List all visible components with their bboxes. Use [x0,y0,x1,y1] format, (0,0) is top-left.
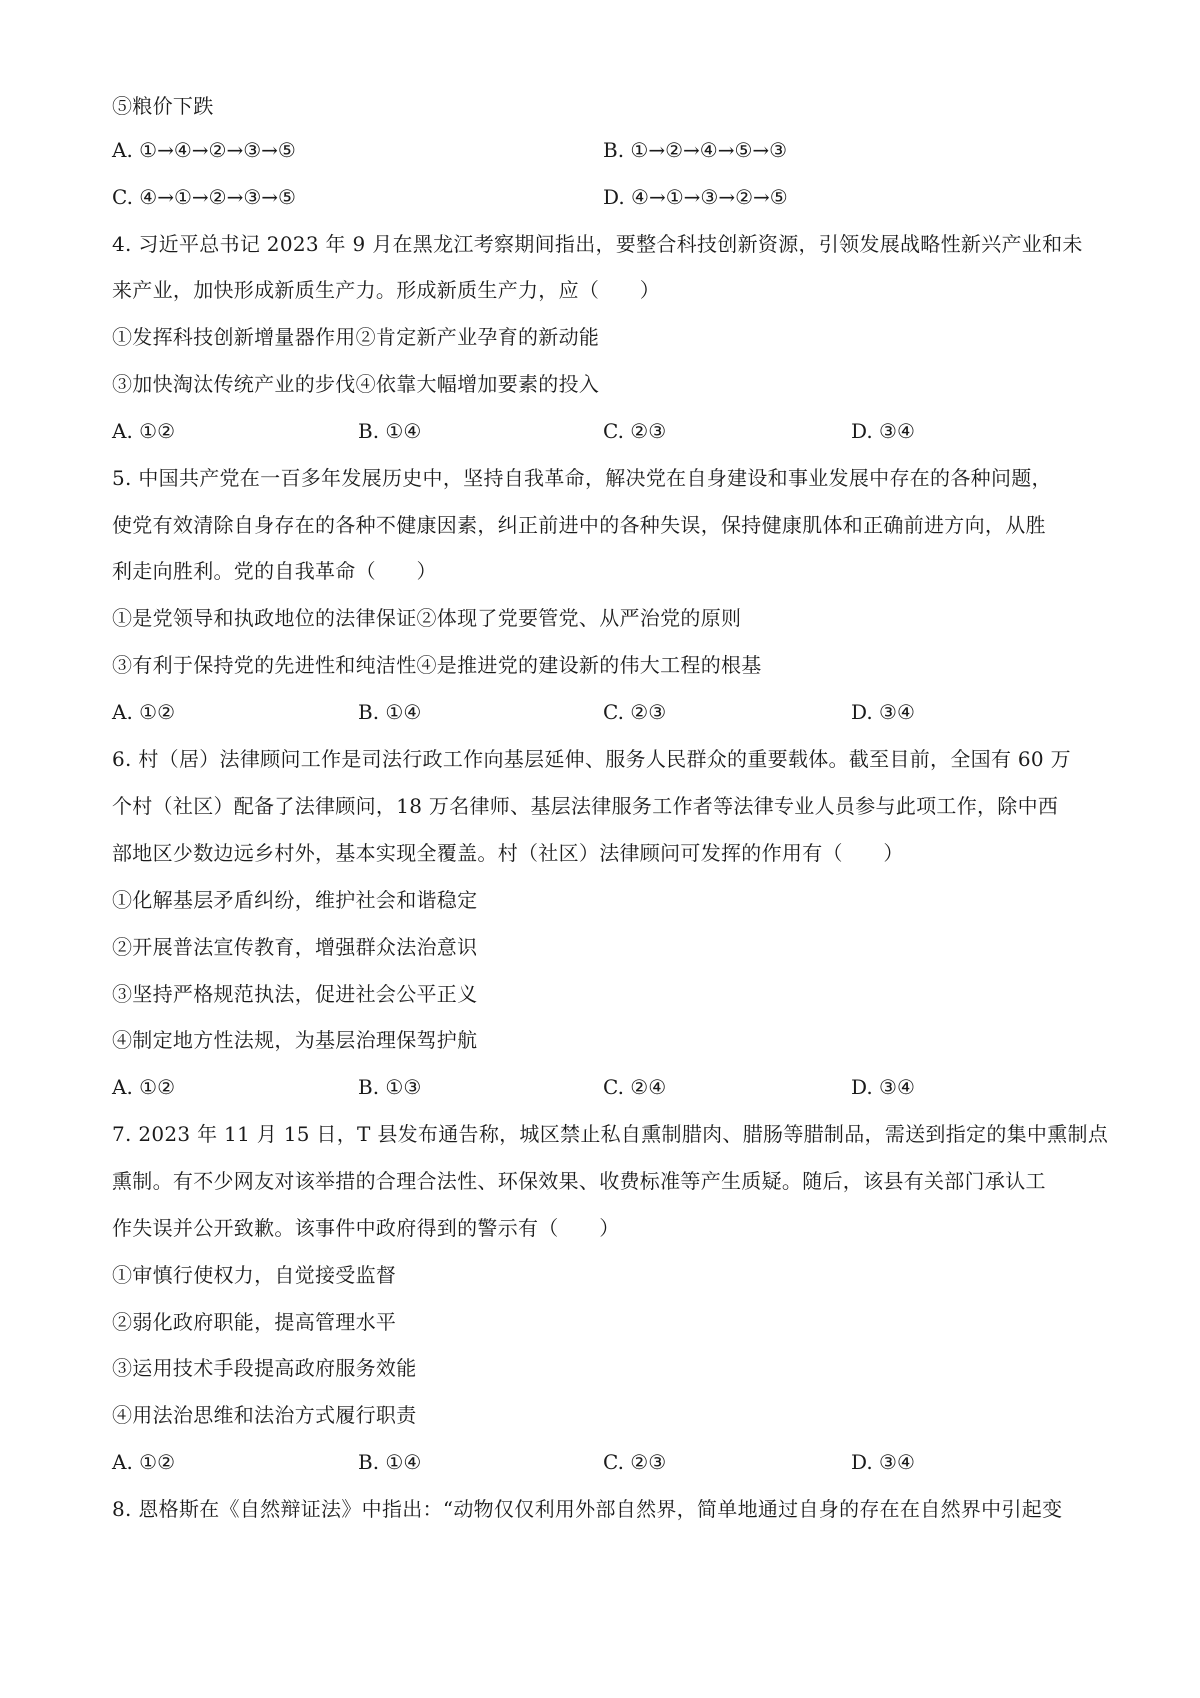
q7-option-d: D. ③④ [851,1450,915,1474]
q5-stem-line-1: 5. 中国共产党在一百多年发展历史中，坚持自我革命，解决党在自身建设和事业发展中存在的各种问题， [112,466,1052,490]
q7-item-1: ①审慎行使权力，自觉接受监督 [112,1263,397,1287]
q6-item-3: ③坚持严格规范执法，促进社会公平正义 [112,982,478,1006]
q6-option-a: A. ①② [112,1075,176,1099]
q3-option-d: D. ④→①→③→②→⑤ [603,185,788,209]
q6-option-c: C. ②④ [603,1075,667,1099]
q5-stem-line-3: 利走向胜利。党的自我革命（ ） [112,559,437,583]
q4-option-a: A. ①② [112,419,176,443]
q7-option-a: A. ①② [112,1450,176,1474]
q7-option-b: B. ①④ [358,1450,422,1474]
q6-item-4: ④制定地方性法规，为基层治理保驾护航 [112,1028,478,1052]
q4-option-d: D. ③④ [851,419,915,443]
q7-stem-line-3: 作失误并公开致歉。该事件中政府得到的警示有（ ） [112,1216,620,1240]
q3-option-a: A. ①→④→②→③→⑤ [112,138,296,162]
q5-option-b: B. ①④ [358,700,422,724]
q4-items-2: ③加快淘汰传统产业的步伐④依靠大幅增加要素的投入 [112,372,600,396]
q3-option-b: B. ①→②→④→⑤→③ [603,138,788,162]
q6-stem-line-3: 部地区少数边远乡村外，基本实现全覆盖。村（社区）法律顾问可发挥的作用有（ ） [112,841,904,865]
q4-option-c: C. ②③ [603,419,667,443]
q5-option-c: C. ②③ [603,700,667,724]
q5-items-1: ①是党领导和执政地位的法律保证②体现了党要管党、从严治党的原则 [112,606,742,630]
q4-stem-line-1: 4. 习近平总书记 2023 年 9 月在黑龙江考察期间指出，要整合科技创新资源，引领发展战略性新兴产业和未 [112,232,1083,256]
q6-option-b: B. ①③ [358,1075,422,1099]
q5-option-a: A. ①② [112,700,176,724]
q8-stem-line-1: 8. 恩格斯在《自然辩证法》中指出：“动物仅仅利用外部自然界，简单地通过自身的存在在自然界中引起变 [112,1497,1063,1521]
q7-stem-line-2: 熏制。有不少网友对该举措的合理合法性、环保效果、收费标准等产生质疑。随后，该县有关部门承认工 [112,1169,1046,1193]
q3-item-5: ⑤粮价下跌 [112,94,214,118]
q7-item-3: ③运用技术手段提高政府服务效能 [112,1356,417,1380]
q7-item-4: ④用法治思维和法治方式履行职责 [112,1403,417,1427]
q5-stem-line-2: 使党有效清除自身存在的各种不健康因素，纠正前进中的各种失误，保持健康肌体和正确前进方向，从胜 [112,513,1046,537]
q6-item-1: ①化解基层矛盾纠纷，维护社会和谐稳定 [112,888,478,912]
q7-stem-line-1: 7. 2023 年 11 月 15 日，T 县发布通告称，城区禁止私自熏制腊肉、腊肠等腊制品，需送到指定的集中熏制点 [112,1122,1109,1146]
q4-items-1: ①发挥科技创新增量器作用②肯定新产业孕育的新动能 [112,325,600,349]
q4-option-b: B. ①④ [358,419,422,443]
q6-option-d: D. ③④ [851,1075,915,1099]
q5-items-2: ③有利于保持党的先进性和纯洁性④是推进党的建设新的伟大工程的根基 [112,653,762,677]
q6-stem-line-1: 6. 村（居）法律顾问工作是司法行政工作向基层延伸、服务人民群众的重要载体。截至目前，全国有 60 万 [112,747,1071,771]
q5-option-d: D. ③④ [851,700,915,724]
q3-option-c: C. ④→①→②→③→⑤ [112,185,296,209]
q4-stem-line-2: 来产业，加快形成新质生产力。形成新质生产力，应（ ） [112,278,661,302]
q7-option-c: C. ②③ [603,1450,667,1474]
q6-stem-line-2: 个村（社区）配备了法律顾问，18 万名律师、基层法律服务工作者等法律专业人员参与此项工作，除中西 [112,794,1059,818]
q6-item-2: ②开展普法宣传教育，增强群众法治意识 [112,935,478,959]
q7-item-2: ②弱化政府职能，提高管理水平 [112,1310,397,1334]
